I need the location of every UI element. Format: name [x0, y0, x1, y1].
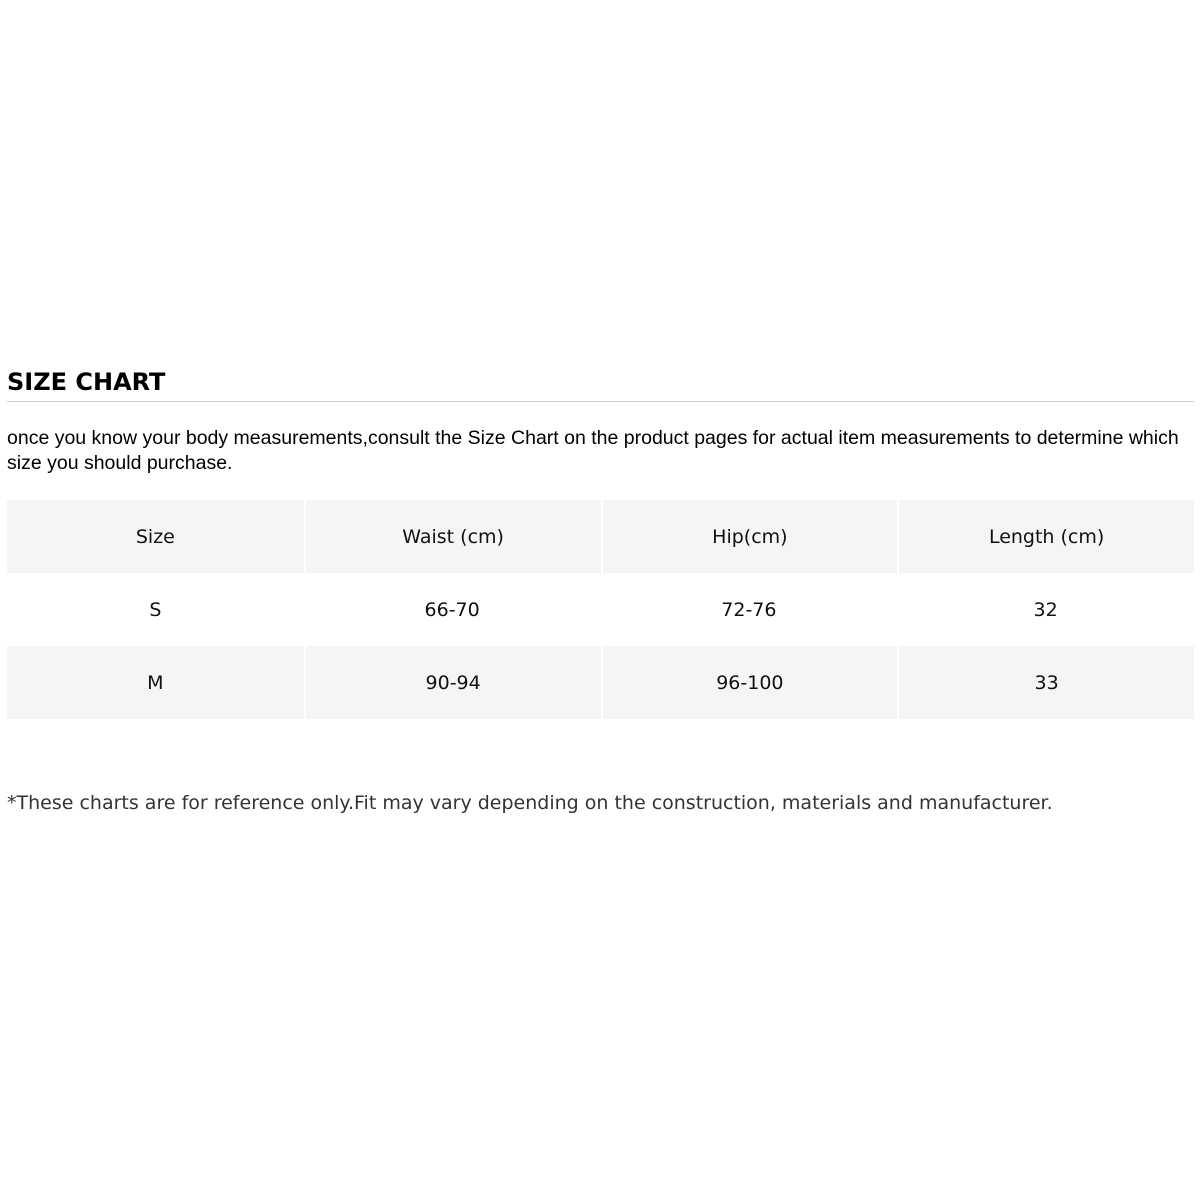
table-header-row [7, 500, 1194, 573]
table-row [7, 646, 1194, 719]
size-table [7, 500, 1194, 719]
table-cell: M [7, 646, 304, 719]
header-cell: Waist (cm) [304, 500, 601, 573]
table-cell: 90-94 [304, 646, 601, 719]
table-row [7, 573, 1194, 646]
table-cell: 72-76 [721, 598, 777, 621]
table-cell: S [149, 598, 162, 621]
table-cell: 33 [897, 646, 1194, 719]
table-cell: 96-100 [601, 646, 898, 719]
divider [7, 401, 1194, 402]
table-cell: 32 [1033, 598, 1058, 621]
page-title: SIZE CHART [7, 368, 166, 396]
header-cell: Length (cm) [897, 500, 1194, 573]
intro-text: once you know your body measurements,consult the Size Chart on the product pages for actual item measurements to determine which size you should purchase. [7, 427, 1179, 474]
disclaimer-note: *These charts are for reference only.Fit may vary depending on the construction, materials and manufacturer. [7, 792, 1053, 814]
header-cell: Size [7, 500, 304, 573]
header-cell: Hip(cm) [601, 500, 898, 573]
table-cell: 66-70 [424, 598, 480, 621]
